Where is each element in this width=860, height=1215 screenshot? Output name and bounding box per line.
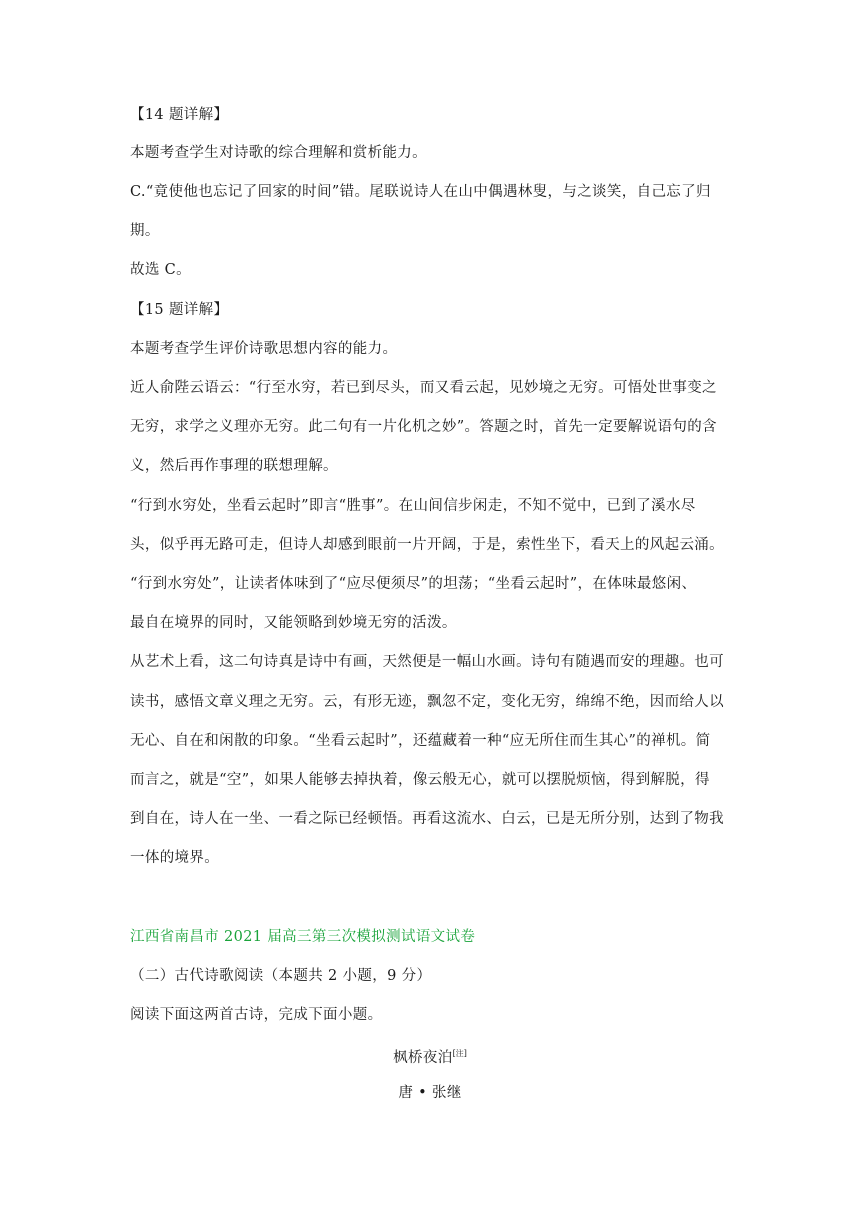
q15-line-5: “行到水穷处，坐看云起时”即言“胜事”。在山间信步闲走，不知不觉中，已到了溪水尽: [130, 498, 696, 514]
q15-line-12: 而言之，就是“空”，如果人能够去掉执着，像云般无心，就可以摆脱烦恼，得到解脱，得: [130, 772, 710, 788]
q15-line-13: 到自在，诗人在一坐、一看之际已经顿悟。再看这流水、白云，已是无所分别，达到了物我: [130, 811, 724, 827]
source-exam-link[interactable]: 江西省南昌市 2021 届高三第三次模拟测试语文试卷: [130, 929, 476, 945]
q15-line-10: 读书，感悟文章义理之无穷。云，有形无迹，飘忽不定，变化无穷，绵绵不绝，因而给人以: [130, 694, 724, 710]
q14-heading: 【14 题详解】: [130, 107, 229, 123]
poem-note-mark: [注]: [452, 1049, 467, 1058]
reading-instruction: 阅读下面这两首古诗，完成下面小题。: [130, 1007, 383, 1023]
q15-line-8: 最自在境界的同时，又能领略到妙境无穷的活泼。: [130, 615, 457, 631]
q14-line-3: 期。: [130, 223, 160, 239]
q15-line-4: 义，然后再作事理的联想理解。: [130, 458, 338, 474]
q15-line-7: “行到水穷处”，让读者体味到了“应尽便须尽”的坦荡；“坐看云起时”，在体味最悠闲、: [130, 576, 697, 592]
q15-line-9: 从艺术上看，这二句诗真是诗中有画，天然便是一幅山水画。诗句有随遇而安的理趣。也可: [130, 654, 724, 670]
q15-line-3: 无穷，求学之义理亦无穷。此二句有一片化机之妙”。答题之时，首先一定要解说语句的含: [130, 419, 717, 435]
q14-line-1: 本题考查学生对诗歌的综合理解和赏析能力。: [130, 145, 427, 161]
section-title: （二）古代诗歌阅读（本题共 2 小题，9 分）: [130, 968, 432, 984]
q15-line-6: 头，似乎再无路可走，但诗人却感到眼前一片开阔，于是，索性坐下，看天上的风起云涌。: [130, 537, 724, 553]
q15-line-2: 近人俞陛云语云：“行至水穷，若已到尽头，而又看云起，见妙境之无穷。可悟处世事变之: [130, 380, 717, 396]
poem-author: 唐 • 张继: [398, 1085, 462, 1101]
q15-heading: 【15 题详解】: [130, 302, 229, 318]
poem-title-row: [0, 1044, 860, 1068]
poem-title: 枫桥夜泊: [393, 1050, 453, 1066]
q15-line-1: 本题考查学生评价诗歌思想内容的能力。: [130, 341, 398, 357]
q14-line-2: C.“竟使他也忘记了回家的时间”错。尾联说诗人在山中偶遇林叟，与之谈笑，自己忘了归: [130, 184, 711, 200]
q15-line-14: 一体的境界。: [130, 850, 220, 866]
q15-line-11: 无心、自在和闲散的印象。“坐看云起时”，还蕴藏着一种“应无所住而生其心”的禅机。简: [130, 733, 711, 749]
q14-line-4: 故选 C。: [130, 262, 191, 278]
